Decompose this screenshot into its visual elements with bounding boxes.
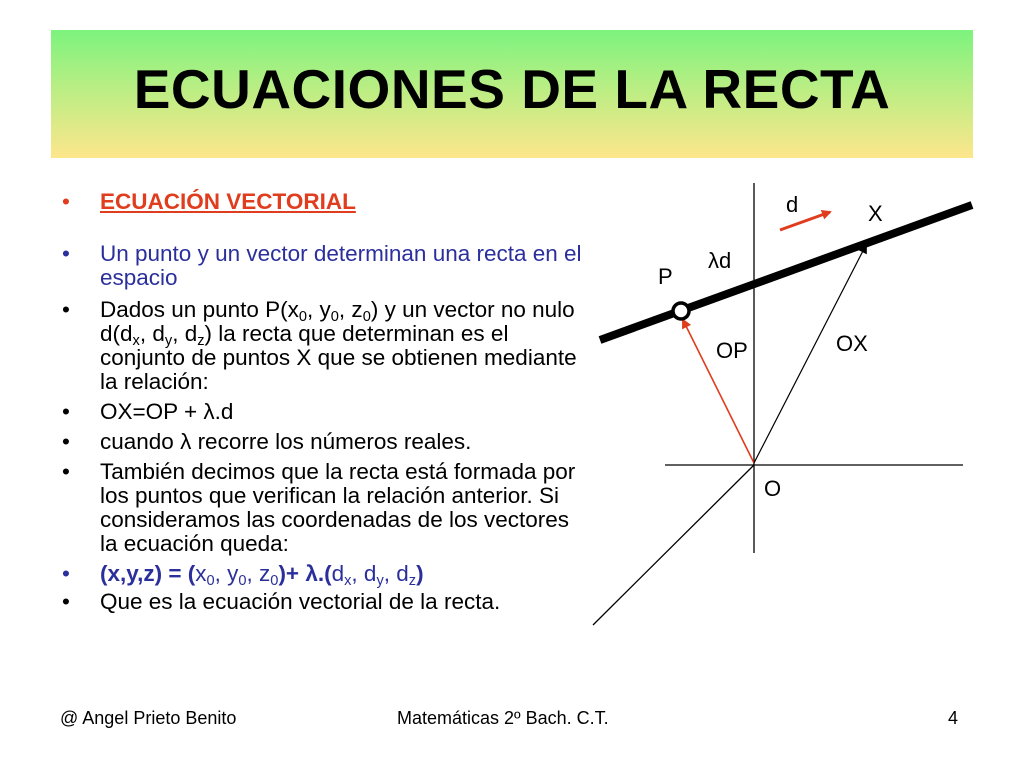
bullet-text: Que es la ecuación vectorial de la recta. xyxy=(100,589,501,614)
label-lambda-d: λd xyxy=(708,248,732,273)
label-P: P xyxy=(658,264,673,289)
footer-page-number: 4 xyxy=(948,708,959,728)
bullet-text: OX=OP + λ.d xyxy=(100,399,234,424)
bullet-dot: • xyxy=(62,399,70,424)
bullet-dot: • xyxy=(62,241,70,266)
bullet-dot: • xyxy=(62,429,70,454)
x-axis xyxy=(593,465,754,625)
footer-course: Matemáticas 2º Bach. C.T. xyxy=(397,708,609,728)
point-P-marker xyxy=(673,303,689,319)
label-X: X xyxy=(868,201,883,226)
label-OX: OX xyxy=(836,331,868,356)
label-OP: OP xyxy=(716,338,748,363)
slide-title: ECUACIONES DE LA RECTA xyxy=(133,58,891,120)
label-O: O xyxy=(764,476,782,501)
bullet-text: También decimos que la recta está formada por los puntos que verifican la relación anterior. Si consideramos las coordenadas de los vectores la ecuación queda: xyxy=(100,459,576,556)
bullet-dot: • xyxy=(62,189,70,214)
bullet-dot: • xyxy=(62,297,70,322)
footer-author: @ Angel Prieto Benito xyxy=(60,708,237,728)
bullet-dot: • xyxy=(62,561,70,586)
bullet-text: cuando λ recorre los números reales. xyxy=(100,429,472,454)
bullet-dot: • xyxy=(62,459,70,484)
section-heading: ECUACIÓN VECTORIAL xyxy=(100,189,356,214)
bullet-text: Un punto y un vector determinan una recta en el espacio xyxy=(100,241,582,290)
bullet-definition: • Dados un punto $P(x_0$, $y_0$, $z_0$) y un vector no nulo $d(d_x$, $d_y$, $d_z$) la recta que determinan es el conjunto de puntos X que se obtienen mediante la relación: xyxy=(62,297,577,394)
bullet-dot: • xyxy=(62,589,70,614)
label-d: d xyxy=(786,192,799,217)
bullet-equation: • $(x,y,z) = (x_0$, $y_0$, $z_0)+ \lambda.(d_x$, $d_y$, $d_z$) xyxy=(62,561,424,589)
line-r xyxy=(600,201,972,340)
